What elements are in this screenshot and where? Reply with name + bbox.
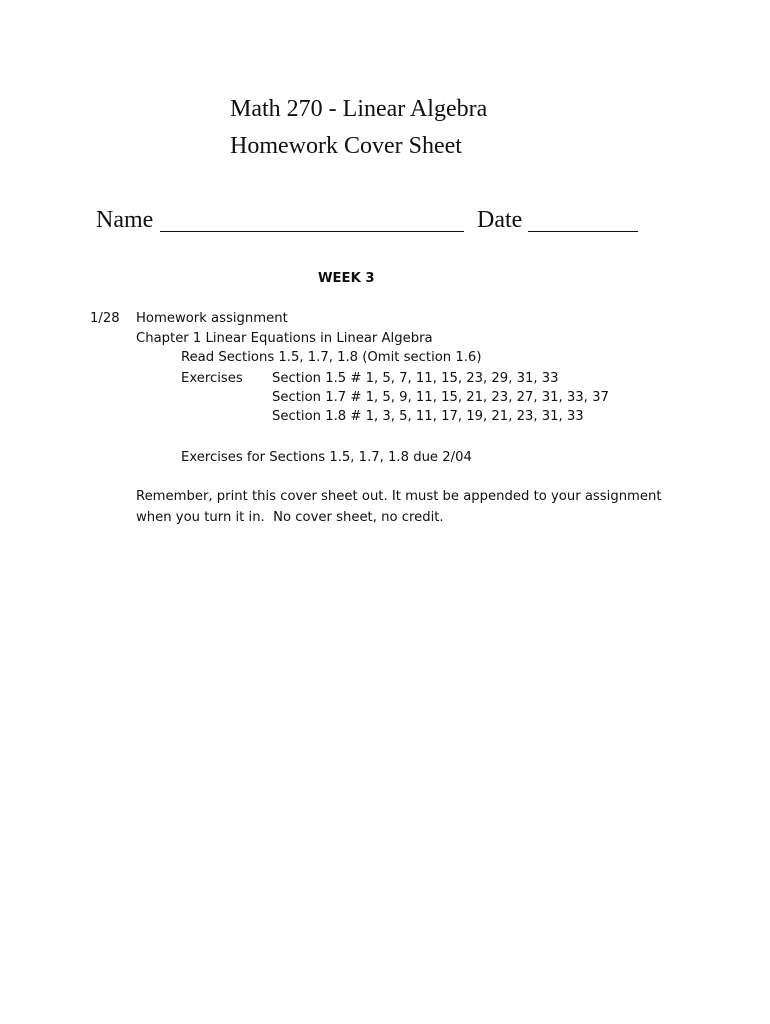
- exercises-label: Exercises: [181, 371, 243, 386]
- page-title: Math 270 - Linear Algebra: [230, 96, 488, 122]
- exercise-list-item: Section 1.8 # 1, 3, 5, 11, 17, 19, 21, 23, 31, 33: [272, 409, 584, 424]
- name-label: Name: [96, 207, 154, 233]
- exercise-list-item: Section 1.5 # 1, 5, 7, 11, 15, 23, 29, 31, 33: [272, 371, 559, 386]
- homework-assignment-label: Homework assignment: [136, 311, 288, 326]
- reminder-text-line: when you turn it in. No cover sheet, no credit.: [136, 510, 444, 525]
- chapter-title: Chapter 1 Linear Equations in Linear Algebra: [136, 331, 433, 346]
- due-date-note: Exercises for Sections 1.5, 1.7, 1.8 due 2/04: [181, 450, 472, 465]
- date-label: Date: [477, 207, 523, 233]
- reminder-text-line: Remember, print this cover sheet out. It must be appended to your assignment: [136, 489, 662, 504]
- date-blank-line[interactable]: [528, 231, 638, 232]
- exercise-list-item: Section 1.7 # 1, 5, 9, 11, 15, 21, 23, 27, 31, 33, 37: [272, 390, 609, 405]
- assignment-date: 1/28: [90, 311, 120, 326]
- page-subtitle: Homework Cover Sheet: [230, 133, 462, 159]
- name-blank-line[interactable]: [160, 231, 464, 232]
- week-heading: WEEK 3: [318, 271, 375, 286]
- reading-assignment: Read Sections 1.5, 1.7, 1.8 (Omit section 1.6): [181, 350, 482, 365]
